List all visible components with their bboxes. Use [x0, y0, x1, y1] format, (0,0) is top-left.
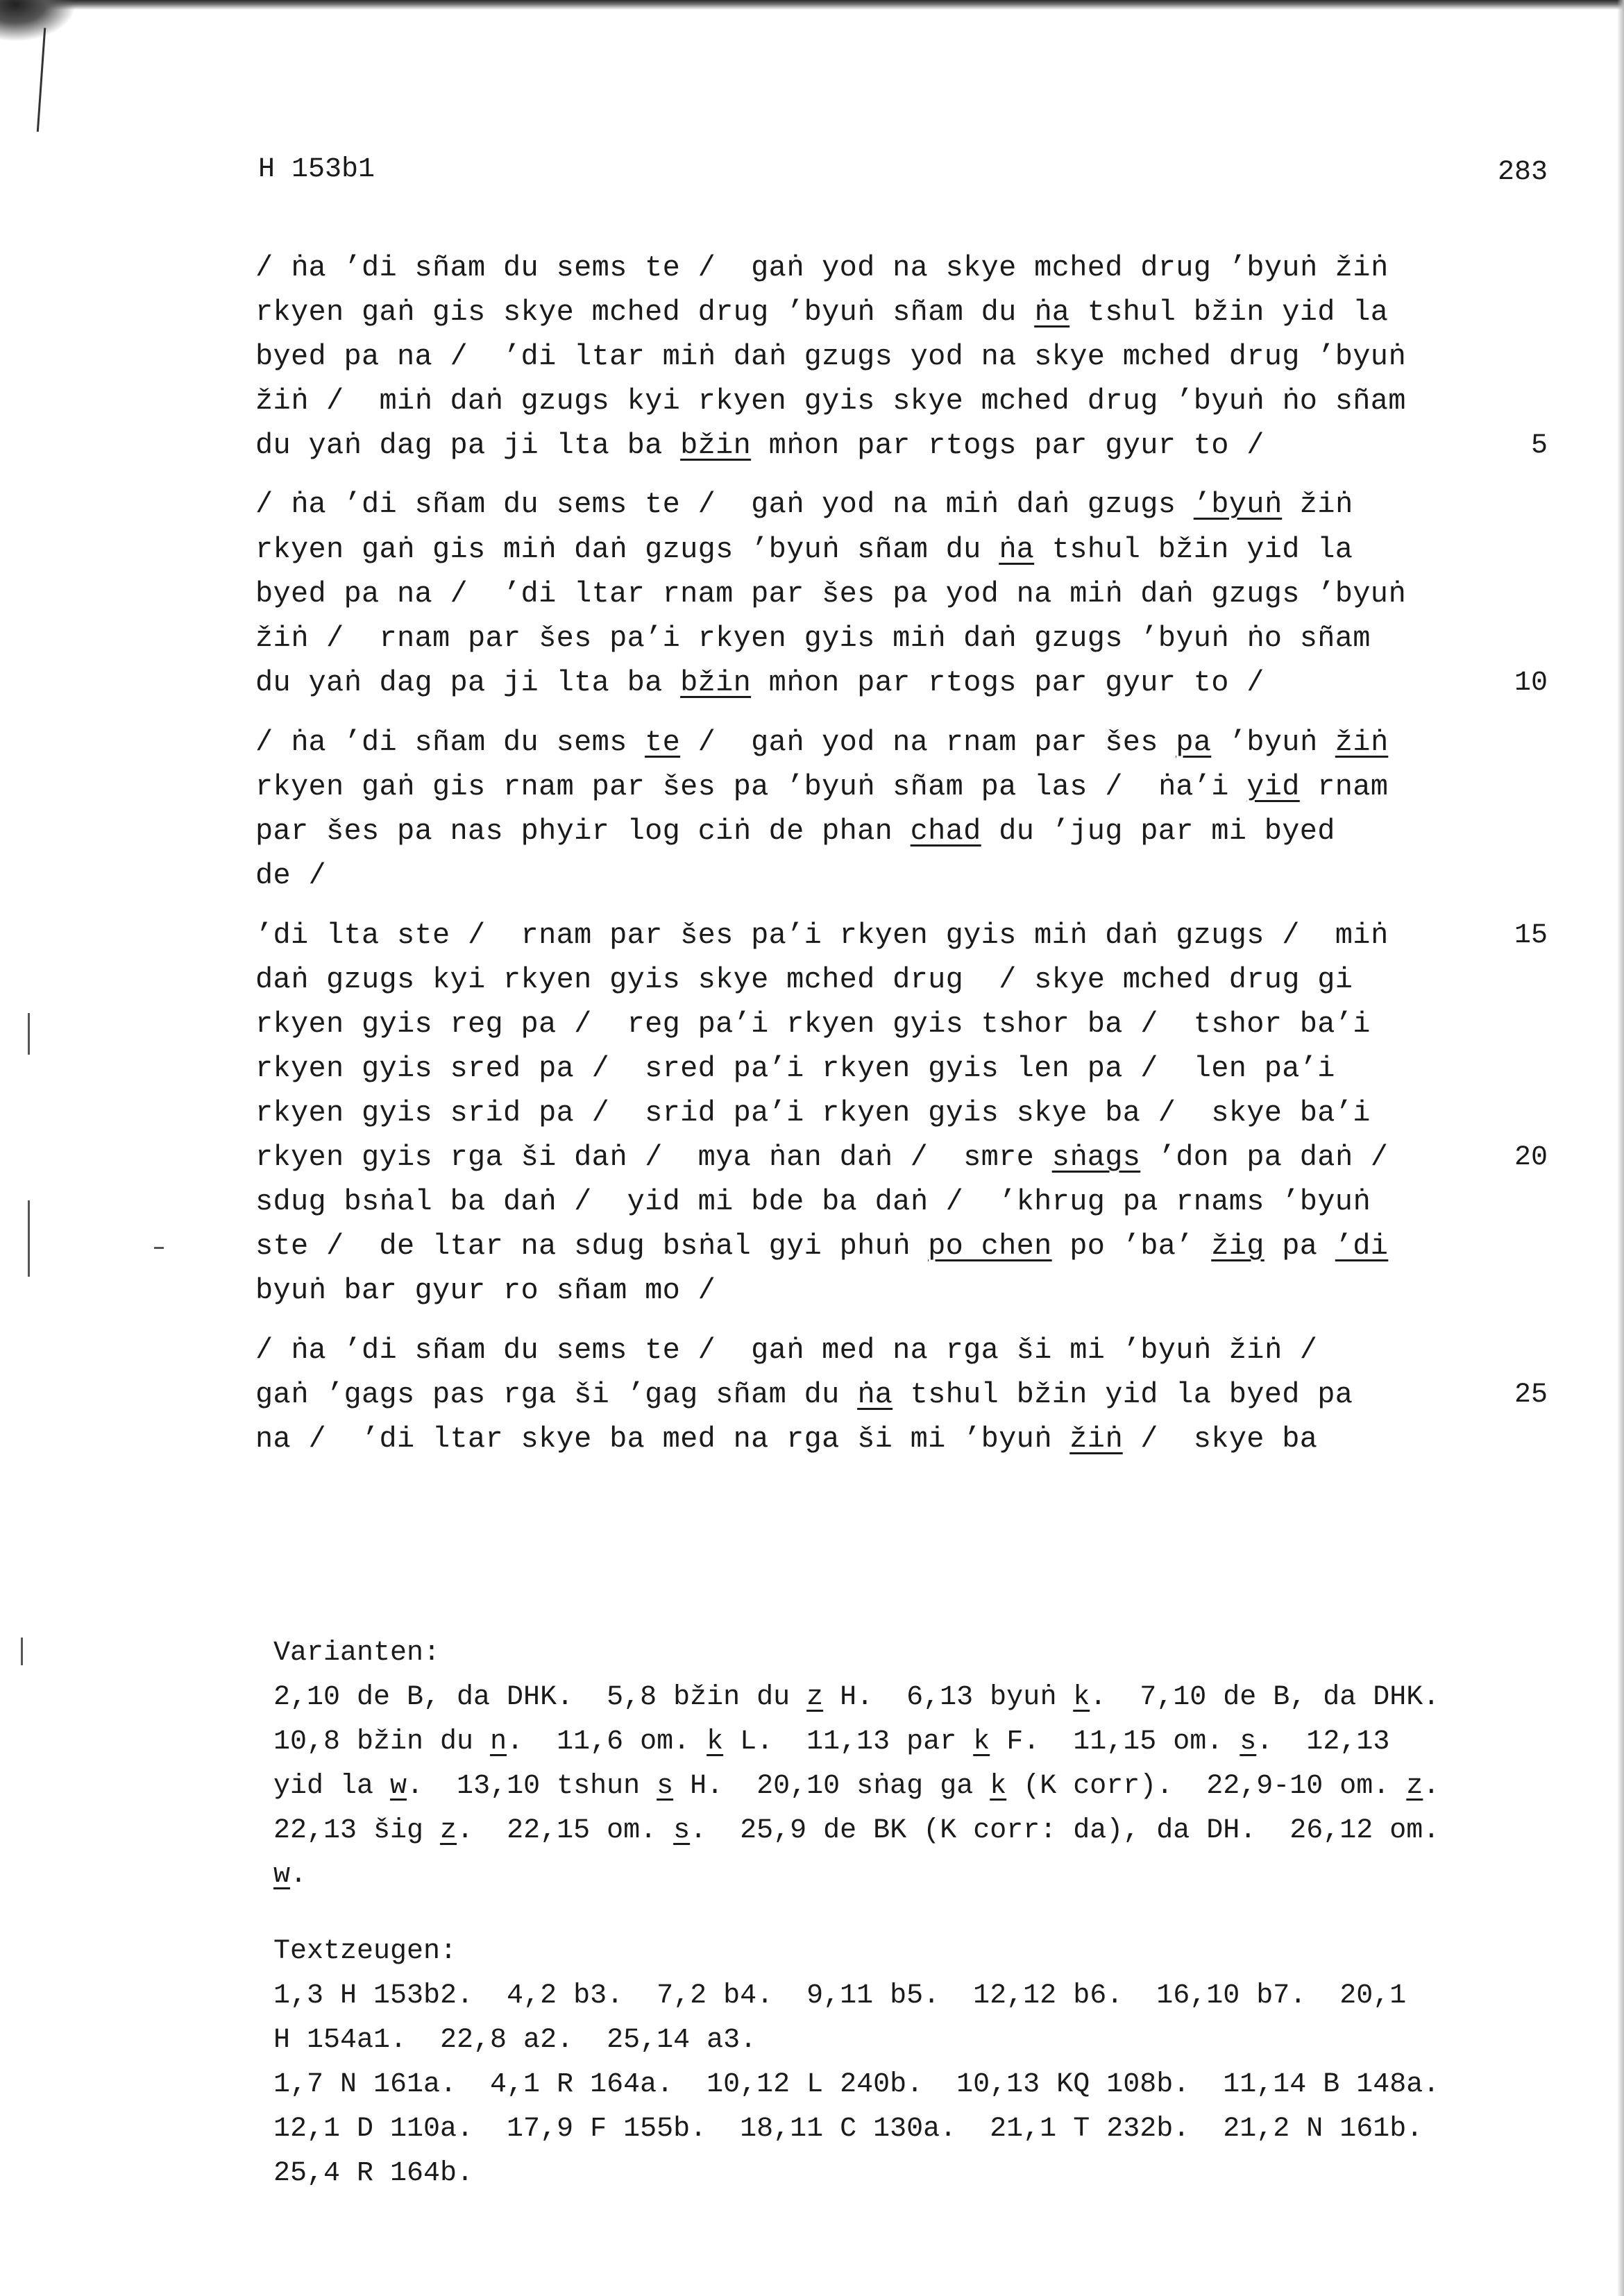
line-number: 5 — [1530, 430, 1548, 461]
line-number: 10 — [1514, 667, 1548, 699]
text-run: . 11,6 om. — [507, 1726, 707, 1758]
text-run: / gaṅ yod na rnam par šes — [680, 726, 1176, 759]
witness-line: 25,4 R 164b. — [273, 2158, 474, 2189]
underlined-word: ṅa — [999, 533, 1035, 566]
underlined-word: te — [645, 726, 681, 759]
underlined-word: s — [673, 1815, 691, 1846]
underlined-word: z — [1406, 1771, 1423, 1802]
text-run: . 13,10 tshun — [407, 1771, 657, 1802]
text-line — [255, 1334, 1317, 1367]
text-line — [255, 1422, 1317, 1456]
text-run: byed pa na / ’di ltar miṅ daṅ gzugs yod na skye mched drug ’byuṅ — [255, 340, 1406, 373]
text-run: par šes pa nas phyir log ciṅ de phan — [255, 815, 911, 848]
underlined-word: bžin — [680, 666, 752, 699]
text-run: tshul bžin yid la — [1034, 533, 1353, 566]
text-run: du ’jug par mi byed — [981, 815, 1335, 848]
underlined-word: k — [973, 1726, 990, 1758]
underlined-word: žig — [1211, 1230, 1264, 1263]
text-line — [255, 726, 1388, 759]
text-line — [255, 1141, 1388, 1174]
variant-line — [273, 1860, 307, 1891]
text-run: rkyen gaṅ gis rnam par šes pa ’byuṅ sñam pa las / ṅa’i — [255, 770, 1247, 803]
line-number: 20 — [1514, 1142, 1548, 1173]
text-line — [255, 577, 1406, 611]
text-run: ste / de ltar na sdug bsṅal gyi phuṅ — [255, 1230, 929, 1263]
text-run: / ṅa ’di sñam du sems te / gaṅ med na rga ši mi ’byuṅ žiṅ / — [255, 1334, 1318, 1367]
line-number: 15 — [1514, 920, 1548, 951]
text-run: žiṅ — [1282, 488, 1353, 521]
text-run: 2,10 de B, da DHK. 5,8 bžin du — [273, 1682, 807, 1713]
text-run: rnam — [1299, 770, 1389, 803]
scan-mark — [28, 1013, 30, 1055]
text-line — [255, 1274, 716, 1307]
varianten-title: Varianten: — [273, 1638, 441, 1669]
text-line — [255, 815, 1335, 848]
text-run: mṅon par rtogs par gyur to / — [751, 429, 1264, 462]
text-line — [255, 1378, 1353, 1411]
underlined-word: s — [657, 1771, 674, 1802]
text-run: / ṅa ’di sñam du sems — [255, 726, 645, 759]
text-run: žiṅ / rnam par šes pa’i rkyen gyis miṅ daṅ gzugs ’byuṅ ṅo sñam — [255, 622, 1371, 655]
text-run: daṅ gzugs kyi rkyen gyis skye mched drug / skye mched drug gi — [255, 963, 1353, 996]
text-line — [255, 622, 1371, 655]
text-run: 22,13 šig — [273, 1815, 441, 1846]
text-run: (K corr). 22,9-10 om. — [1006, 1771, 1407, 1802]
scan-corner-shadow — [0, 0, 76, 42]
underlined-word: po chen — [928, 1230, 1052, 1263]
text-run: du yaṅ dag pa ji lta ba — [255, 429, 681, 462]
text-line — [255, 859, 326, 892]
text-run: / ṅa ’di sñam du sems te / gaṅ yod na skye mched drug ’byuṅ žiṅ — [255, 251, 1389, 284]
text-run: . 7,10 de B, da DHK. — [1090, 1682, 1440, 1713]
text-line — [255, 1007, 1371, 1041]
text-line — [255, 340, 1406, 373]
underlined-word: w — [273, 1860, 291, 1891]
underlined-word: n — [490, 1726, 507, 1758]
text-run: ’byuṅ — [1211, 726, 1335, 759]
underlined-word: yid — [1246, 770, 1300, 803]
text-line — [255, 1185, 1371, 1218]
text-run: / skye ba — [1122, 1422, 1318, 1456]
text-line — [255, 251, 1388, 284]
witness-line: 1,7 N 161a. 4,1 R 164a. 10,12 L 240b. 10,13 KQ 108b. 11,14 B 148a. — [273, 2069, 1440, 2100]
underlined-word: w — [390, 1771, 407, 1802]
line-number: 25 — [1514, 1379, 1548, 1411]
scan-mark — [28, 1200, 30, 1277]
text-run: tshul bžin yid la — [1069, 296, 1389, 329]
text-run: rkyen gyis srid pa / srid pa’i rkyen gyis skye ba / skye ba’i — [255, 1096, 1371, 1130]
text-run: byuṅ bar gyur ro sñam mo / — [255, 1274, 716, 1307]
underlined-word: k — [707, 1726, 724, 1758]
variant-line — [273, 1726, 1389, 1758]
text-run: H. 20,10 sṅag ga — [673, 1771, 990, 1802]
underlined-word: k — [1073, 1682, 1090, 1713]
text-run: L. 11,13 par — [723, 1726, 974, 1758]
scan-edge-right — [1617, 0, 1624, 2296]
folio-reference: H 153b1 — [258, 154, 375, 185]
underlined-word: ṅa — [1034, 296, 1070, 329]
text-line — [255, 384, 1406, 418]
text-run: H. 6,13 byuṅ — [823, 1682, 1074, 1713]
text-run: gaṅ ’gags pas rga ši ’gag sñam du — [255, 1378, 858, 1411]
text-run: . 12,13 — [1256, 1726, 1390, 1758]
underlined-word: žiṅ — [1069, 1422, 1123, 1456]
variant-line — [273, 1682, 1439, 1713]
text-run: ’di lta ste / rnam par šes pa’i rkyen gyis miṅ daṅ gzugs / miṅ — [255, 919, 1389, 952]
witness-line: 1,3 H 153b2. 4,2 b3. 7,2 b4. 9,11 b5. 12,12 b6. 16,10 b7. 20,1 — [273, 1980, 1407, 2012]
text-line — [255, 1096, 1371, 1130]
text-run: F. 11,15 om. — [990, 1726, 1240, 1758]
text-line — [255, 770, 1388, 803]
text-run: . — [290, 1860, 307, 1891]
underlined-word: s — [1240, 1726, 1257, 1758]
underlined-word: ’di — [1335, 1230, 1389, 1263]
text-run: rkyen gyis reg pa / reg pa’i rkyen gyis tshor ba / tshor ba’i — [255, 1007, 1371, 1041]
text-run: mṅon par rtogs par gyur to / — [751, 666, 1264, 699]
underlined-word: chad — [910, 815, 981, 848]
text-run: du yaṅ dag pa ji lta ba — [255, 666, 681, 699]
text-line — [255, 296, 1388, 329]
witness-line: 12,1 D 110a. 17,9 F 155b. 18,11 C 130a. 21,1 T 232b. 21,2 N 161b. — [273, 2114, 1423, 2145]
text-line — [255, 1052, 1335, 1085]
underlined-word: žiṅ — [1335, 726, 1389, 759]
text-run: . 22,15 om. — [457, 1815, 674, 1846]
text-run: tshul bžin yid la byed pa — [893, 1378, 1353, 1411]
page-number: 283 — [1498, 157, 1548, 188]
scan-corner-curl — [37, 28, 46, 132]
scan-edge-top — [0, 0, 1624, 10]
text-run: de / — [255, 859, 327, 892]
scan-mark — [154, 1247, 164, 1249]
scan-mark — [21, 1638, 23, 1665]
textzeugen-title: Textzeugen: — [273, 1936, 457, 1967]
text-run: rkyen gyis sred pa / sred pa’i rkyen gyis len pa / len pa’i — [255, 1052, 1335, 1085]
text-run: pa — [1264, 1230, 1335, 1263]
underlined-word: ṅa — [857, 1378, 893, 1411]
underlined-word: z — [806, 1682, 824, 1713]
text-run: sdug bsṅal ba daṅ / yid mi bde ba daṅ / ’khrug pa rnams ’byuṅ — [255, 1185, 1371, 1218]
variant-line — [273, 1815, 1439, 1846]
text-run: žiṅ / miṅ daṅ gzugs kyi rkyen gyis skye mched drug ’byuṅ ṅo sñam — [255, 384, 1406, 418]
text-line — [255, 666, 1264, 699]
underlined-word: bžin — [680, 429, 752, 462]
text-line — [255, 488, 1353, 521]
text-run: po ’ba’ — [1051, 1230, 1212, 1263]
text-run: na / ’di ltar skye ba med na rga ši mi ’byuṅ — [255, 1422, 1070, 1456]
text-line — [255, 429, 1264, 462]
text-run: . — [1423, 1771, 1440, 1802]
variant-line — [273, 1771, 1439, 1802]
underlined-word: ’byuṅ — [1193, 488, 1283, 521]
text-run: rkyen gyis rga ši daṅ / mya ṅan daṅ / smre — [255, 1141, 1052, 1174]
underlined-word: sṅags — [1051, 1141, 1141, 1174]
underlined-word: z — [440, 1815, 457, 1846]
text-run: 10,8 bžin du — [273, 1726, 491, 1758]
text-run: rkyen gaṅ gis miṅ daṅ gzugs ’byuṅ sñam du — [255, 533, 999, 566]
text-line — [255, 533, 1353, 566]
text-line — [255, 963, 1353, 996]
underlined-word: k — [990, 1771, 1007, 1802]
text-run: ’don pa daṅ / — [1140, 1141, 1389, 1174]
text-run: byed pa na / ’di ltar rnam par šes pa yod na miṅ daṅ gzugs ’byuṅ — [255, 577, 1406, 611]
text-run: . 25,9 de BK (K corr: da), da DH. 26,12 om. — [690, 1815, 1440, 1846]
witness-line: H 154a1. 22,8 a2. 25,14 a3. — [273, 2025, 757, 2056]
underlined-word: pa — [1176, 726, 1212, 759]
text-line — [255, 1230, 1388, 1263]
text-run: yid la — [273, 1771, 391, 1802]
text-run: rkyen gaṅ gis skye mched drug ’byuṅ sñam du — [255, 296, 1035, 329]
text-run: / ṅa ’di sñam du sems te / gaṅ yod na miṅ daṅ gzugs — [255, 488, 1194, 521]
text-line — [255, 919, 1388, 952]
